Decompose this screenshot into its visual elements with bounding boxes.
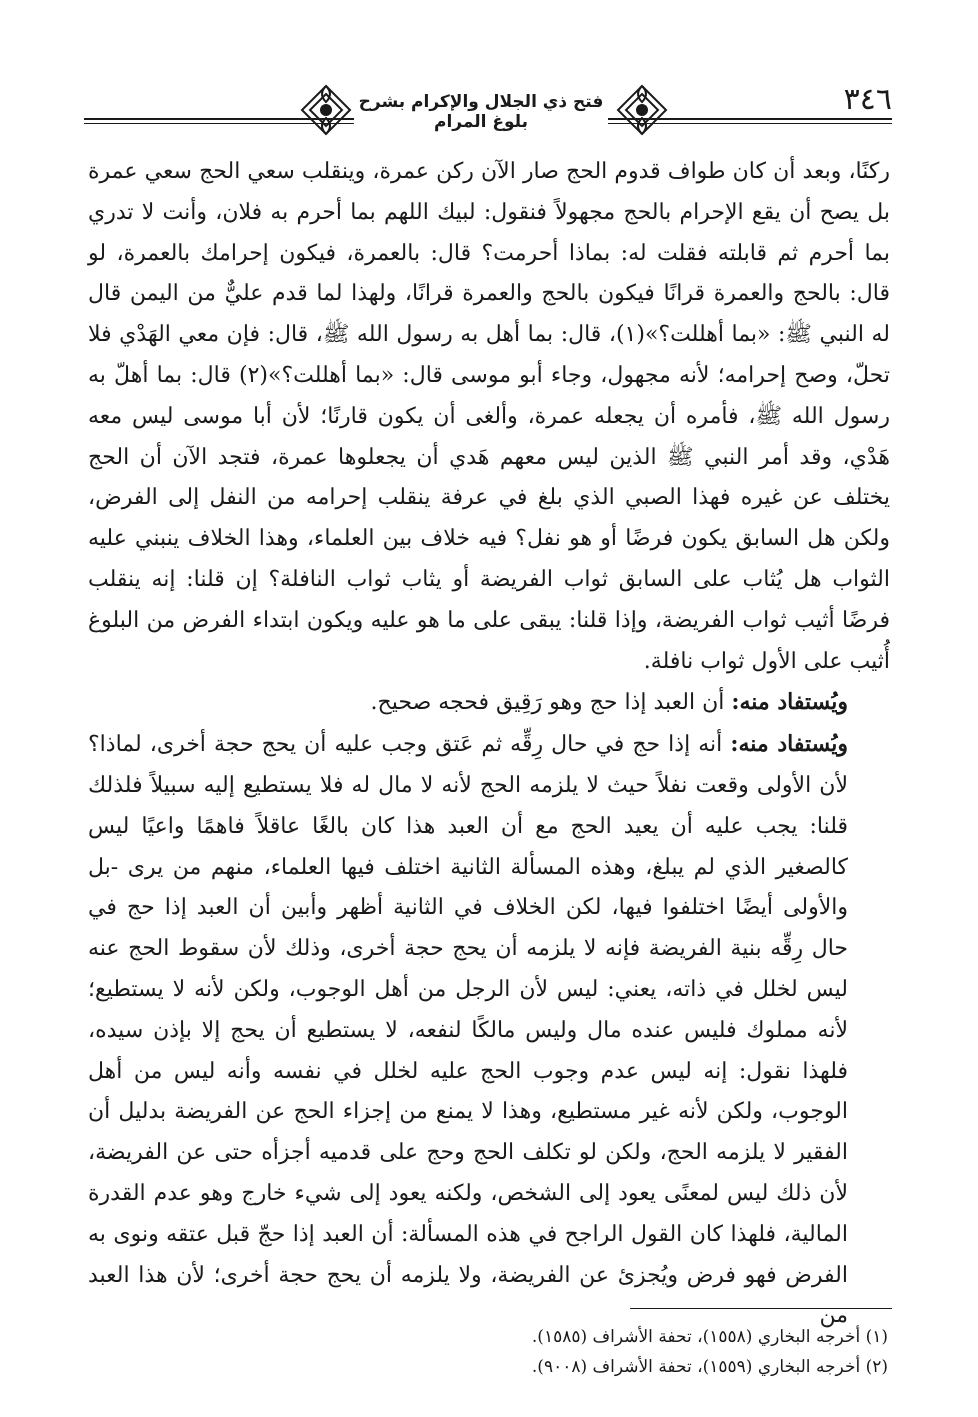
paragraph-text: أنه إذا حج في حال رِقِّه ثم عَتق وجب عليه أن يحج حجة أخرى، لماذا؟ لأن الأولى وقعت نفلاً حيث لا يلزمه الحج لأنه لا مال له فلا يستطيع إليه سبيلاً فلذلك قلنا: يجب عليه أن يعيد الحج مع أن العبد هذا كان بالغًا عاقلاً فاهمًا واعيًا ليس كالصغير الذي لم يبلغ، وهذه المسألة الثانية اختلف فيها العلماء، منهم من يرى -بل والأولى أيضًا اختلفوا فيها، لكن الخلاف في الثانية أظهر وأبين أن العبد إذا حج في حال رِقِّه بنية الفريضة فإنه لا يلزمه أن يحج حجة أخرى، وذلك لأن سقوط الحج عنه ليس لخلل في ذاته، يعني: ليس لأن الرجل من أهل الوجوب، ولكن لأنه لا يستطيع؛ لأنه مملوك فليس عنده مال وليس مالكًا لنفعه، لا يستطيع أن يحج إلا بإذن سيده، فلهذا نقول: إنه ليس عدم وجوب الحج عليه لخلل في نفسه وأنه ليس من أهل الوجوب، ولكن لأنه غير مستطيع، وهذا لا يمنع من إجزاء الحج عن الفريضة بدليل أن الفقير لا يلزمه الحج، ولكن لو تكلف الحج وحج على قدميه أجزأه حتى عن الفريضة، لأن ذلك ليس لمعنًى يعود إلى الشخص، ولكنه يعود إلى شيء خارج وهو عدم القدرة المالية، فلهذا كان القول الراجح في هذه المسألة: أن العبد إذا حجّ قبل عتقه ونوى به الفرض فهو فرض ويُجزئ عن الفريضة، ولا يلزمه أن يحج حجة أخرى؛ لأن هذا العبد من: [88, 732, 848, 1329]
paragraph: [88, 724, 890, 1337]
paragraph-label: ويُستفاد منه:: [730, 731, 849, 758]
paragraph-label: ويُستفاد منه:: [731, 689, 848, 716]
body-text: [88, 152, 890, 1337]
footnotes: [88, 1322, 890, 1382]
footnote: (١) أخرجه البخاري (١٥٥٨)، تحفة الأشراف (١٥٨٥).: [531, 1327, 888, 1347]
footnote: (٢) أخرجه البخاري (١٥٥٩)، تحفة الأشراف (٩٠٠٨).: [531, 1357, 888, 1377]
paragraph-text: أن العبد إذا حج وهو رَقِيق فحجه صحيح.: [370, 690, 725, 716]
footnote-rule: [630, 1308, 892, 1309]
page-header: [84, 78, 892, 142]
ornament-left-icon: [298, 82, 354, 138]
page-number: ٣٤٦: [843, 82, 892, 117]
paragraph: [88, 682, 890, 724]
paragraph: ركنًا، وبعد أن كان طواف قدوم الحج صار الآن ركن عمرة، وينقلب سعي الحج سعي عمرة بل يصح أن يقع الإحرام بالحج مجهولاً فنقول: لبيك اللهم بما أحرم به فلان، وأنت لا تدري بما أحرم ثم قابلته فقلت له: بماذا أحرمت؟ قال: بالعمرة، فيكون إحرامك بالعمرة، لو قال: بالحج والعمرة قرانًا فيكون بالحج والعمرة قرانًا، ولهذا لما قدم عليٌّ من اليمن قال له النبي ﷺ: «بما أهللت؟»(١)، قال: بما أهل به رسول الله ﷺ، قال: فإن معي الهَدْي فلا تحلّ، وصح إحرامه؛ لأنه مجهول، وجاء أبو موسى قال: «بما أهللت؟»(٢) قال: بما أهلّ به رسول الله ﷺ، فأمره أن يجعله عمرة، وألغى أن يكون قارنًا؛ لأن أبا موسى ليس معه هَدْي، وقد أمر النبي ﷺ الذين ليس معهم هَدي أن يجعلوها عمرة، فتجد الآن أن الحج يختلف عن غيره فهذا الصبي الذي بلغ في عرفة ينقلب إحرامه من النفل إلى الفرض، ولكن هل السابق يكون فرضًا أو هو نفل؟ فيه خلاف بين العلماء، وهذا الخلاف ينبني عليه الثواب هل يُثاب على السابق ثواب الفريضة أو يثاب ثواب النافلة؟ إن قلنا: إنه ينقلب فرضًا أثيب ثواب الفريضة، وإذا قلنا: يبقى على ما هو عليه ويكون ابتداء الفرض من البلوغ أُثيب على الأول ثواب نافلة.: [88, 159, 891, 674]
ornament-right-icon: [614, 82, 670, 138]
book-title: فتح ذي الجلال والإكرام بشرح بلوغ المرام: [354, 92, 608, 132]
